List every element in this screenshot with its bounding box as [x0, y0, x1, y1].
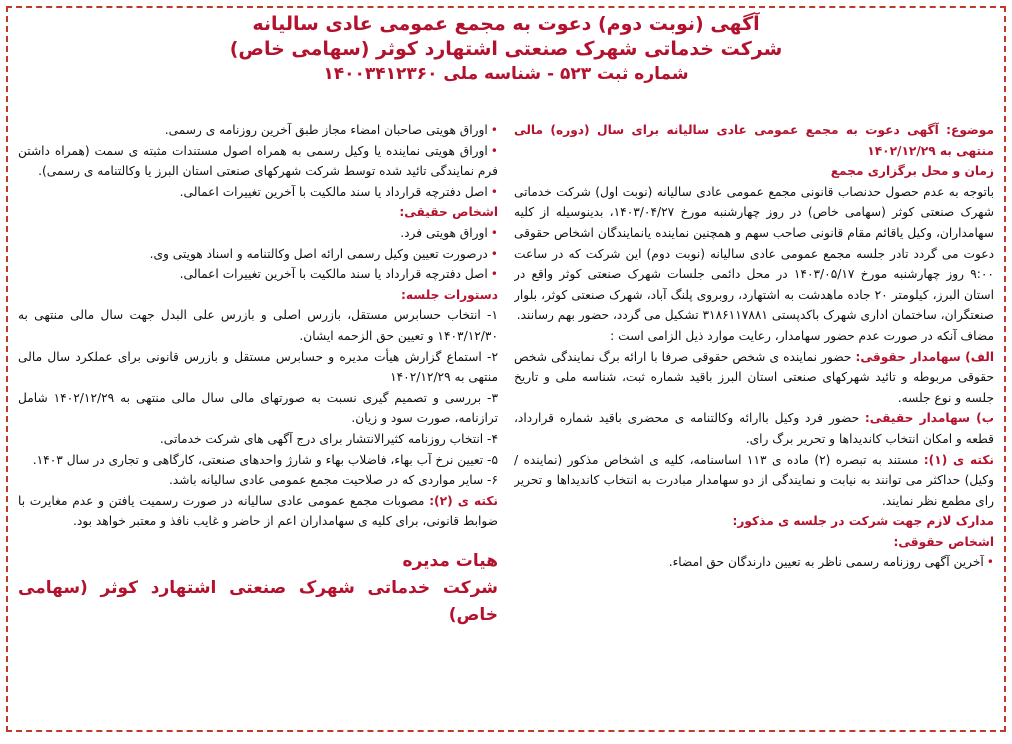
conditions-text: مضاف آنکه در صورت عدم حضور سهامدار، رعایت موارد ذیل الزامی است :	[610, 328, 994, 343]
list-item: •آخرین آگهی روزنامه رسمی ناظر به تعیین دارندگان حق امضاء.	[668, 555, 994, 570]
note-2	[18, 491, 498, 532]
agenda-item: ۴- انتخاب روزنامه کثیرالانتشار برای درج آگهی های شرکت خدماتی.	[159, 431, 498, 446]
notice-header	[8, 8, 1004, 87]
agenda-item: ۲- استماع گزارش هیأت مدیره و حسابرس مستقل و بازرس قانونی برای عملکرد سال مالی منتهی به ۱۴۰۲/۱۲/۲۹	[18, 349, 498, 385]
notice-title: آگهی (نوبت دوم) دعوت به مجمع عمومی عادی سالیانه	[252, 13, 760, 35]
natural-persons-heading: اشخاص حقیقی:	[399, 205, 498, 220]
list-item: •درصورت تعیین وکیل رسمی ارائه اصل وکالتنامه و اسناد هویتی وی.	[149, 246, 498, 261]
note-1	[514, 450, 994, 512]
agenda-heading: دستورات جلسه:	[401, 287, 498, 302]
company-name: شرکت خدماتی شهرک صنعتی اشتهارد کوثر (سهامی خاص)	[229, 38, 783, 60]
time-place-heading: زمان و محل برگزاری مجمع	[830, 164, 994, 179]
bullet-icon: •	[490, 267, 498, 282]
list-item: •اصل دفترچه قرارداد یا سند مالکیت با آخرین تغییرات اعمالی.	[179, 184, 498, 199]
notice-body	[18, 120, 994, 722]
legal-shareholder-text: حضور نماینده ی شخص حقوقی صرفا با ارائه برگ نمایندگی شخص حقوقی مربوطه و تائید شهرکهای صنعتی استان البرز باقید شماره ثبت، شناسه ملی و تاریخ جلسه و نوع جلسه.	[514, 349, 994, 405]
natural-shareholder-label: ب) سهامدار حقیقی:	[864, 411, 994, 426]
left-column	[18, 120, 498, 722]
agenda-item: ۶- سایر مواردی که در صلاحیت مجمع عمومی عادی سالیانه باشد.	[169, 473, 498, 488]
bullet-icon: •	[490, 225, 498, 240]
note-1-text: مستند به تبصره (۲) ماده ی ۱۱۳ اساسنامه، کلیه ی اشخاص مذکور (نماینده / وکیل) حداکثر می توانند به نیابت و نمایندگی از دو سهامدار مبادرت به انتخاب کاندیداها و تحریر رای مطمع نظر نمایند.	[514, 452, 994, 508]
notice-frame	[6, 6, 1006, 732]
right-column	[514, 120, 994, 722]
natural-shareholder	[514, 408, 994, 449]
legal-shareholder-label: الف) سهامدار حقوقی:	[855, 349, 994, 364]
note-2-text: مصوبات مجمع عمومی عادی سالیانه در صورت رسمیت یافتن و عدم مغایرت با ضوابط قانونی، برای کلیه ی سهامداران اعم از حاضر و غایب نافذ و معتبر خواهد بود.	[18, 493, 498, 529]
documents-heading: مدارک لازم جهت شرکت در جلسه ی مذکور:	[732, 514, 994, 529]
note-2-label: نکته ی (۲):	[429, 493, 498, 508]
bullet-icon: •	[490, 184, 498, 199]
list-item: •اوراق هویتی نماینده یا وکیل رسمی به همراه اصول مستندات مثبته ی سمت (همراه داشتن فرم نمایندگی تائید شده توسط شرکت شهرکهای صنعتی استان البرز یا وکالتنامه ی رسمی).	[18, 143, 498, 179]
list-item: •اصل دفترچه قرارداد یا سند مالکیت با آخرین تغییرات اعمالی.	[179, 267, 498, 282]
agenda-item: ۵- تعیین نرخ آب بهاء، فاضلاب بهاء و شارژ واحدهای صنعتی، کارگاهی و تجاری در سال ۱۴۰۳.	[32, 452, 498, 467]
invitation-text: باتوجه به عدم حصول حدنصاب قانونی مجمع عمومی عادی سالیانه (نوبت اول) شرکت خدماتی شهرک صنعتی کوثر (سهامی خاص) در روز چهارشنبه مورخ ۱۴۰۳/۰۴/۲۷، بدینوسیله از کلیه سهامداران، وکیل یاقائم مقام قانونی صاحب سهم و همچنین نماینده یانمایندگان اشخاص حقوقی دعوت می گردد تادر جلسه مجمع عمومی عادی سالیانه (نوبت دوم) این شرکت که در ساعت ۹:۰۰ روز چهارشنبه مورخ ۱۴۰۳/۰۵/۱۷ در محل دائمی جلسات شهرک صنعتی کوثر واقع در استان البرز، کیلومتر ۲۰ جاده ماهدشت به اشتهارد، روبروی پلنگ آباد، شهرک صنعتی کوثر، بلوار صنعتگران، ساختمان اداری شهرک باکدپستی ۳۱۸۶۱۱۷۸۸۱ تشکیل می گردد، حضور بهم رسانند.	[514, 184, 994, 323]
board-label: هیات مدیره	[402, 550, 498, 571]
bullet-icon: •	[490, 246, 498, 261]
agenda-item: ۱- انتخاب حسابرس مستقل، بازرس اصلی و بازرس علی البدل جهت سال مالی منتهی به ۱۴۰۳/۱۲/۳۰ و تعیین حق الزحمه ایشان.	[18, 308, 498, 343]
bullet-icon: •	[490, 123, 498, 137]
legal-shareholder	[514, 347, 994, 409]
bullet-icon: •	[986, 555, 994, 570]
agenda-item: ۳- بررسی و تصمیم گیری نسبت به صورتهای مالی سال مالی منتهی به ۱۴۰۲/۱۲/۲۹ شامل ترازنامه، صورت سود و زیان.	[18, 390, 498, 426]
subject-line: موضوع: آگهی دعوت به مجمع عمومی عادی سالیانه برای سال (دوره) مالی منتهی به ۱۴۰۲/۱۲/۲۹	[514, 123, 994, 158]
signature-block	[18, 548, 498, 629]
list-item: •اوراق هویتی صاحبان امضاء مجاز طبق آخرین روزنامه ی رسمی.	[164, 123, 498, 137]
bullet-icon: •	[490, 143, 498, 158]
natural-shareholder-text: حضور فرد وکیل باارائه وکالتنامه ی محضری باقید شماره قرارداد، قطعه و امکان انتخاب کاندیداها و تحریر برگ رای.	[514, 411, 994, 446]
legal-persons-heading: اشخاص حقوقی:	[893, 534, 994, 549]
note-1-label: نکته ی (۱):	[923, 452, 994, 467]
registration-info: شماره ثبت ۵۲۳ - شناسه ملی ۱۴۰۰۳۴۱۲۳۶۰	[323, 64, 689, 84]
signature-company: شرکت خدماتی شهرک صنعتی اشتهارد کوثر (سهامی خاص)	[18, 577, 498, 625]
list-item: •اوراق هویتی فرد.	[400, 225, 498, 240]
